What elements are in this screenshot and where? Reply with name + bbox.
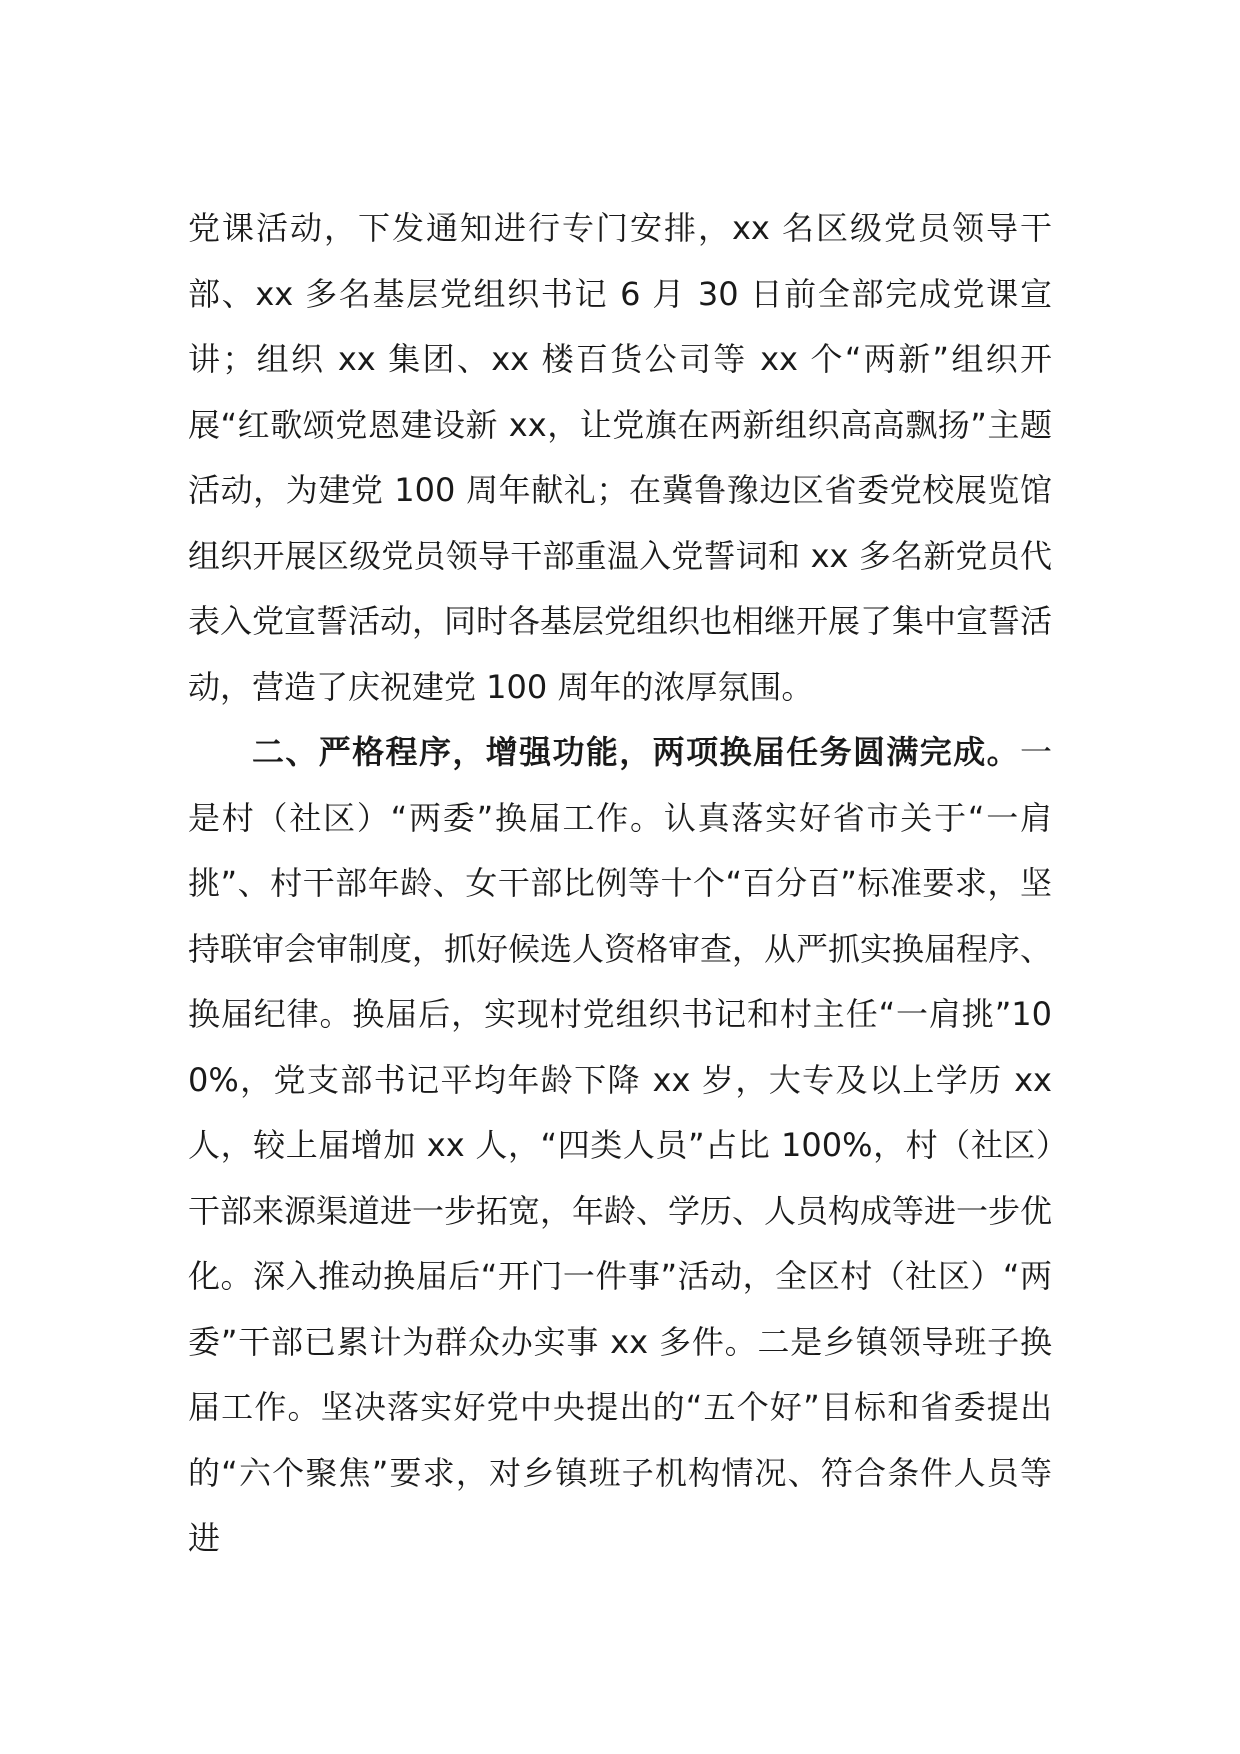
paragraph-party-lecture-activities: 党课活动，下发通知进行专门安排，xx 名区级党员领导干部、xx 多名基层党组织书记 6 月 30 日前全部完成党课宣讲；组织 xx 集团、xx 楼百货公司等 xx 个“两新”组织开展“红歌颂党恩建设新 xx，让党旗在两新组织高高飘扬”主题活动，为建党 100 周年献礼；在冀鲁豫边区省委党校展览馆组织开展区级党员领导干部重温入党誓词和 xx 多名新党员代表入党宣誓活动，同时各基层党组织也相继开展了集中宣誓活动，营造了庆祝建党 100 周年的浓厚氛围。 [188, 209, 1053, 706]
paragraph-election-tasks [188, 720, 1052, 1572]
section-heading: 二、严格程序，增强功能，两项换届任务圆满完成。 [252, 733, 1020, 771]
section-body: 一是村（社区）“两委”换届工作。认真落实好省市关于“一肩挑”、村干部年龄、女干部比例等十个“百分百”标准要求，坚持联审会审制度，抓好候选人资格审查，从严抓实换届程序、换届纪律。换届后，实现村党组织书记和村主任“一肩挑”100%，党支部书记平均年龄下降 xx 岁，大专及以上学历 xx 人，较上届增加 xx 人，“四类人员”占比 100%，村（社区）干部来源渠道进一步拓宽，年龄、学历、人员构成等进一步优化。深入推动换届后“开门一件事”活动，全区村（社区）“两委”干部已累计为群众办实事 xx 多件。二是乡镇领导班子换届工作。坚决落实好党中央提出的“五个好”目标和省委提出的“六个聚焦”要求，对乡镇班子机构情况、符合条件人员等进 [188, 733, 1053, 1557]
